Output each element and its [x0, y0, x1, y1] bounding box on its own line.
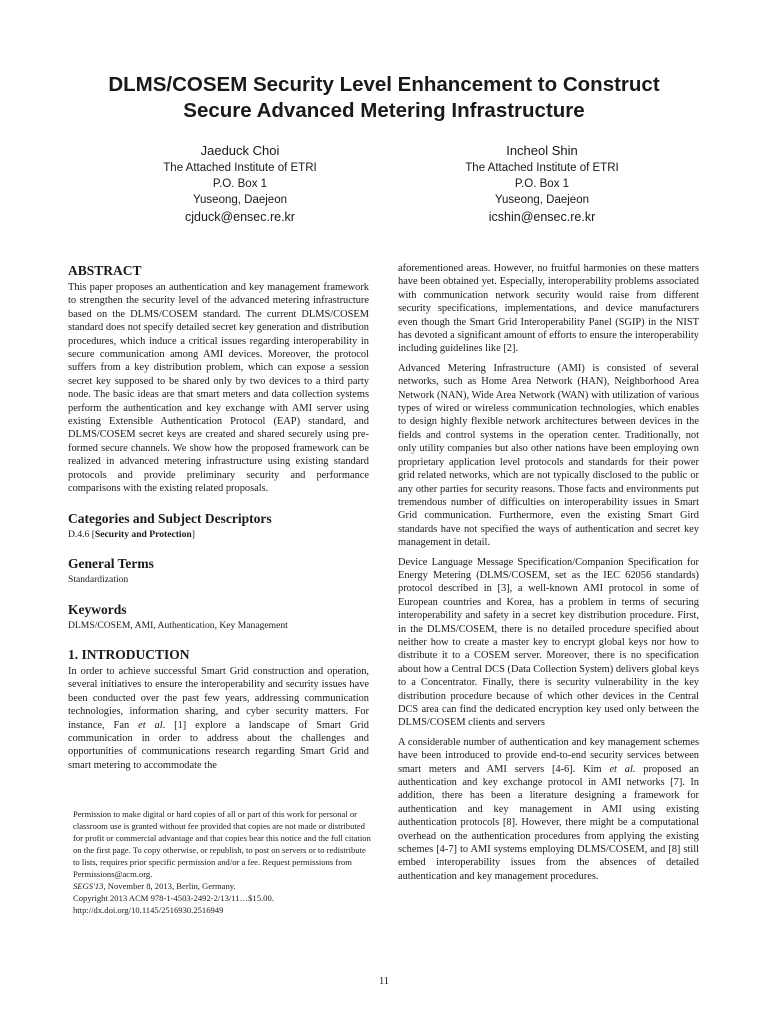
paragraph: A considerable number of authentication and key management schemes have been introduced to provide end-to-end security services between smart meters and AMI servers [4-6]. Kim et al. proposed an authentication and key exchange protocol in AMI networks [7]. In addition, there has been a literature designing a framework for authentication and key management in AMI using existing authentication protocols [8]. However, there might be a computational overhead on the authentication procedures from applying the existing schemes [4-7] to AMI systems employing DLMS/COSEM, and [8] still embed interoperability issues from the absences of detailed authentication and key management procedures.: [398, 736, 699, 882]
paper-title: [40, 72, 728, 124]
author-name: Incheol Shin: [506, 143, 578, 158]
author-email: icshin@ensec.re.kr: [488, 210, 596, 224]
title-line-1: DLMS/COSEM Security Level Enhancement to Construct: [108, 73, 660, 96]
conference-line: SEGS'13, November 8, 2013, Berlin, Germany.: [73, 881, 236, 891]
author-name: Jaeduck Choi: [200, 143, 280, 158]
doi-line: http://dx.doi.org/10.1145/2516930.2516949: [73, 905, 224, 915]
author-block-1: [110, 142, 370, 226]
right-column: [398, 262, 699, 889]
author-address-2: Yuseong, Daejeon: [193, 194, 287, 206]
left-column: [68, 262, 369, 778]
author-block-2: [412, 142, 672, 226]
abstract-heading: ABSTRACT: [68, 263, 142, 278]
general-terms-heading: General Terms: [68, 556, 154, 571]
author-email: cjduck@ensec.re.kr: [185, 210, 295, 224]
copyright-line: Copyright 2013 ACM 978-1-4503-2492-2/13/11…$15.00.: [73, 893, 274, 903]
author-address-1: P.O. Box 1: [212, 178, 268, 190]
categories-text: D.4.6 [Security and Protection]: [68, 528, 195, 540]
categories-bold: Security and Protection: [94, 528, 192, 540]
title-line-2: Secure Advanced Metering Infrastructure: [183, 99, 585, 122]
author-address-2: Yuseong, Daejeon: [495, 194, 589, 206]
introduction-text: In order to achieve successful Smart Grid construction and operation, several initiatives to ensure the interoperability and security issues have been conducted over the past few years, addressing communication technologies, information sharing, and cyber security matters. For instance, Fan et al. [1] explore a landscape of Smart Grid communication in order to address about the challenges and opportunities of communications research regarding Smart Grid and smart metering to accommodate the: [68, 666, 369, 771]
paragraph: aforementioned areas. However, no fruitful harmonies on these matters have been obtained yet. Especially, interoperability problems associated with communication network security would raise from different security specifications, implementations, and device manufacturers even though the Smart Grid Interoperability Panel (SGIP) in the NIST has devoted a significant amount of efforts to ensure the interoperability including guidelines like [2].: [398, 263, 699, 355]
permission-notice: [73, 808, 373, 916]
author-affiliation: The Attached Institute of ETRI: [465, 162, 619, 174]
abstract-text: This paper proposes an authentication and key management framework to strengthen the security level of the advanced metering infrastructure based on the DLMS/COSEM standard. The current DLMS/COSEM standard does not specify detailed secret key generation and distribution procedures, which induce a critical issues regarding interoperability in secure communication among AMI devices. Moreover, the protocol suffers from a key distribution problem, which can expose a session secret key supposed to be shared only by two devices to a third party node. The basic ideas are that smart meters and data collection systems perform the authentication and key exchange with AMI server using existing Extensible Authentication Protocol (EAP) standard, and DLMS/COSEM secret keys are created and shared securely using pre-formed secure channels. We show how the proposed framework can be realized in advanced metering infrastructure using existing standard protocols and provide preliminary security and performance comparisons with the existing related proposals.: [68, 282, 369, 495]
author-address-1: P.O. Box 1: [514, 178, 570, 190]
categories-heading: Categories and Subject Descriptors: [68, 510, 272, 526]
keywords-heading: Keywords: [68, 601, 127, 617]
page-number: 11: [378, 976, 390, 987]
keywords-text: DLMS/COSEM, AMI, Authentication, Key Management: [68, 619, 288, 631]
paragraph: Device Language Message Specification/Companion Specification for Energy Metering (DLMS/COSEM, set as the IEC 62056 standards) protocol described in [3], a well-known AMI protocol in some of European countries and Korea, has a problem in terms of securing interoperability and safety in a secret key distribution procedure. First, in the DLMS/COSEM, there is no detailed procedure specified about neither how to create a master key to encrypt global keys nor how to distribute it to a COSEM server. Moreover, there is no specification about how a Central DCS (Data Collection System) delivers global keys to a Concentrator. Finally, there is security vulnerability in the key distribution procedure because of which other devices in the Central DCS area can find the dedicated encryption key used only between the DLMS/COSEM clients and servers: [398, 556, 699, 729]
general-terms-text: Standardization: [68, 574, 129, 585]
author-affiliation: The Attached Institute of ETRI: [163, 162, 317, 174]
permission-text: Permission to make digital or hard copies of all or part of this work for personal or classroom use is granted without fee provided that copies are not made or distributed for profit or commercial advantage and that copies bear this notice and the full citation on the first page. To copy otherwise, or republish, to post on servers or to redistribute to lists, requires prior specific permission and/or a fee. Request permissions from Permissions@acm.org.: [73, 809, 371, 879]
paragraph: Advanced Metering Infrastructure (AMI) is consisted of several networks, such as Home Area Network (HAN), Neighborhood Area Network (NAN), Wide Area Network (WAN) with utilization of various types of wired or wireless communication technologies, which enables to design highly flexible network architectures between devices in the fields and control systems in the operation center. Traditionally, not only utility companies but also other nations have been employing own proprietary application level protocols and standards for their power grid related networks, which are not typically disclosed to the public or any other parties for security reasons. Those facts and environments put tremendous number of difficulties on interoperability issues in Smart Grid communication. Furthermore, even the existing Smart Gird standards have not specified the ways of authentication and secret key management in detail.: [398, 362, 699, 549]
introduction-heading: 1. INTRODUCTION: [68, 647, 190, 662]
